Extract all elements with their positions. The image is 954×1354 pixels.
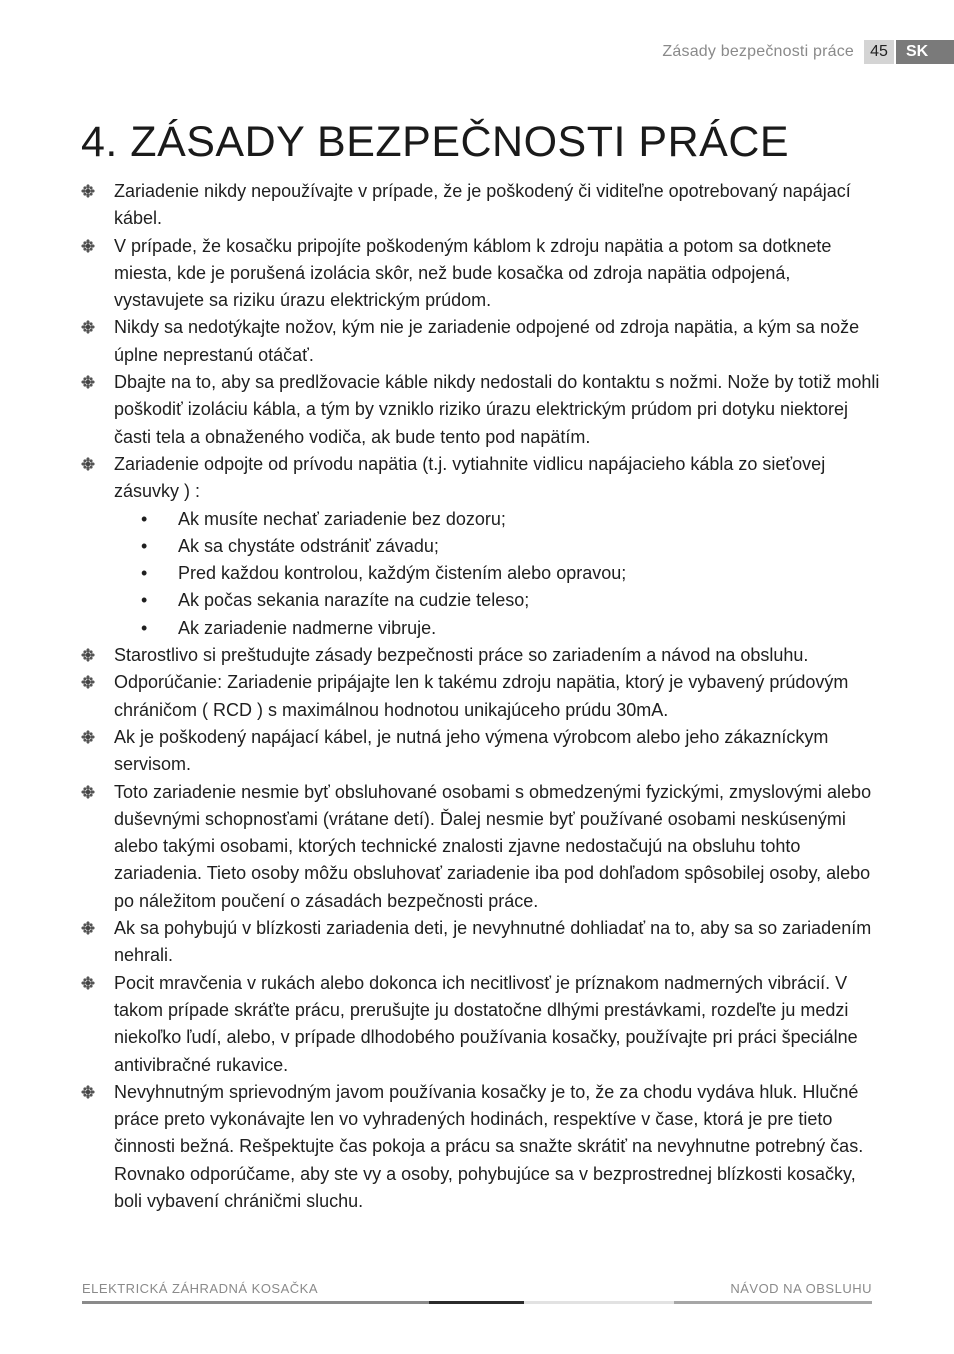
sub-list-item [81, 587, 881, 614]
list-item-text: Toto zariadenie nesmie byť obsluhované osobami s obmedzenými fyzickými, zmyslovými alebo duševnými schopnosťami (vrátane detí). Ďalej nesmie byť používané osobami neskúsenými alebo takými osobami, ktorých technické znalosti zjavne nedostačujú na obsluhu tohto zariadenia. Tieto osoby môžu obsluhovať zariadenie iba pod dohľadom spôsobilej osoby, alebo po náležitom poučení o zásadách bezpečnosti práce. [114, 781, 872, 911]
list-item [81, 178, 881, 233]
sub-list-item-text: Ak sa chystáte odstrániť závadu; [178, 535, 439, 556]
sub-list-item [81, 506, 881, 533]
list-item [81, 915, 881, 970]
sub-list-item [81, 560, 881, 587]
sub-list-item [81, 615, 881, 642]
list-item-text: Odporúčanie: Zariadenie pripájajte len k takému zdroju napätia, ktorý je vybavený prúdovým chráničom ( RCD ) s maximálnou hodnotou unikajúceho prúdu 30mA. [114, 672, 849, 720]
flower-bullet-icon [81, 675, 95, 689]
flower-bullet-icon [81, 239, 95, 253]
flower-bullet-icon [81, 785, 95, 799]
list-item-text: Zariadenie odpojte od prívodu napätia (t.j. vytiahnite vidlicu napájacieho kábla zo sieťovej zásuvky ) : [114, 453, 826, 502]
flower-bullet-icon [81, 648, 95, 662]
language-badge: SK [896, 40, 954, 64]
flower-bullet-icon [81, 921, 95, 935]
flower-bullet-icon [81, 320, 95, 334]
list-item [81, 724, 881, 779]
bullet-dot-icon: • [141, 617, 148, 638]
flower-bullet-icon [81, 375, 95, 389]
bullet-dot-icon: • [141, 563, 148, 584]
list-item [81, 970, 881, 1079]
flower-bullet-icon [81, 976, 95, 990]
list-item [81, 779, 881, 915]
list-item [81, 451, 881, 506]
page-title: 4. ZÁSADY BEZPEČNOSTI PRÁCE [81, 118, 790, 166]
list-item-text: Nikdy sa nedotýkajte nožov, kým nie je zariadenie odpojené od zdroja napätia, a kým sa nože úplne neprestanú otáčať. [114, 317, 860, 365]
flower-bullet-icon [81, 457, 95, 471]
bullet-dot-icon: • [141, 590, 148, 611]
sub-list-item-text: Ak musíte nechať zariadenie bez dozoru; [178, 508, 506, 529]
page-number: 45 [864, 40, 894, 64]
flower-bullet-icon [81, 184, 95, 198]
list-item-text: V prípade, že kosačku pripojíte poškodeným káblom k zdroju napätia a potom sa dotknete miesta, kde je porušená izolácia skôr, než bude kosačka od zdroja napätia odpojená, vystavujete sa riziku úrazu elektrickým prúdom. [114, 235, 832, 311]
sub-list-item [81, 533, 881, 560]
list-item-text: Nevyhnutným sprievodným javom používania kosačky je to, že za chodu vydáva hluk. Hlučné práce preto vykonávajte len vo vyhradených hodinách, respektíve v čase, ktorá je pre tieto činnosti bežná. Rešpektujte čas pokoja a prácu sa snažte skrátiť na nevyhnutne potrebný čas. Rovnako odporúčame, aby ste vy a osoby, pohybujúce sa v bezprostrednej blízkosti kosačky, boli vybavení chráničmi sluchu. [114, 1081, 864, 1211]
list-item-text: Ak sa pohybujú v blízkosti zariadenia deti, je nevyhnutné dohliadať na to, aby sa so zariadením nehrali. [114, 918, 872, 966]
list-item-text: Pocit mravčenia v rukách alebo dokonca ich necitlivosť je príznakom nadmerných vibrácií. V takom prípade skráťte prácu, prerušujte ju dostatočne dlhými prestávkami, rozdeľte ju medzi niekoľko ľudí, alebo, v prípade dlhodobého používania kosačky, používajte pri práci špeciálne antivibračné rukavice. [114, 972, 858, 1075]
list-item [81, 233, 881, 315]
bullet-dot-icon: • [141, 535, 148, 556]
list-item [81, 369, 881, 451]
sub-list-item-text: Ak počas sekania narazíte na cudzie teleso; [178, 590, 530, 611]
list-item [81, 642, 881, 669]
list-item-text: Dbajte na to, aby sa predlžovacie káble nikdy nedostali do kontaktu s nožmi. Nože by totiž mohli poškodiť izoláciu kábla, a tým by vzniklo riziko úrazu elektrickým prúdom pri dotyku niektorej časti tela a obnaženého vodiča, ak bude tento pod napätím. [114, 372, 880, 447]
sub-list-item-text: Ak zariadenie nadmerne vibruje. [178, 617, 437, 638]
bullet-dot-icon: • [141, 508, 148, 529]
list-item-text: Ak je poškodený napájací kábel, je nutná jeho výmena výrobcom alebo jeho zákazníckym servisom. [114, 726, 829, 775]
sub-list-item-text: Pred každou kontrolou, každým čistením alebo opravou; [178, 563, 627, 584]
list-item-text: Starostlivo si preštudujte zásady bezpečnosti práce so zariadením a návod na obsluhu. [114, 645, 809, 666]
footer-divider [429, 1301, 524, 1304]
list-item-text: Zariadenie nikdy nepoužívajte v prípade, že je poškodený či viditeľne opotrebovaný napájací kábel. [114, 181, 851, 229]
footer-divider [82, 1301, 429, 1304]
list-item [81, 1079, 881, 1215]
flower-bullet-icon [81, 1085, 95, 1099]
footer-manual-label: NÁVOD NA OBSLUHU [730, 1281, 872, 1296]
footer-product-name: ELEKTRICKÁ ZÁHRADNÁ KOSAČKA [82, 1281, 318, 1296]
list-item [81, 314, 881, 369]
list-item [81, 669, 881, 724]
safety-list [81, 178, 881, 1215]
footer-divider [524, 1301, 674, 1304]
header-section-title: Zásady bezpečnosti práce [662, 43, 854, 60]
footer-divider [674, 1301, 872, 1304]
flower-bullet-icon [81, 730, 95, 744]
